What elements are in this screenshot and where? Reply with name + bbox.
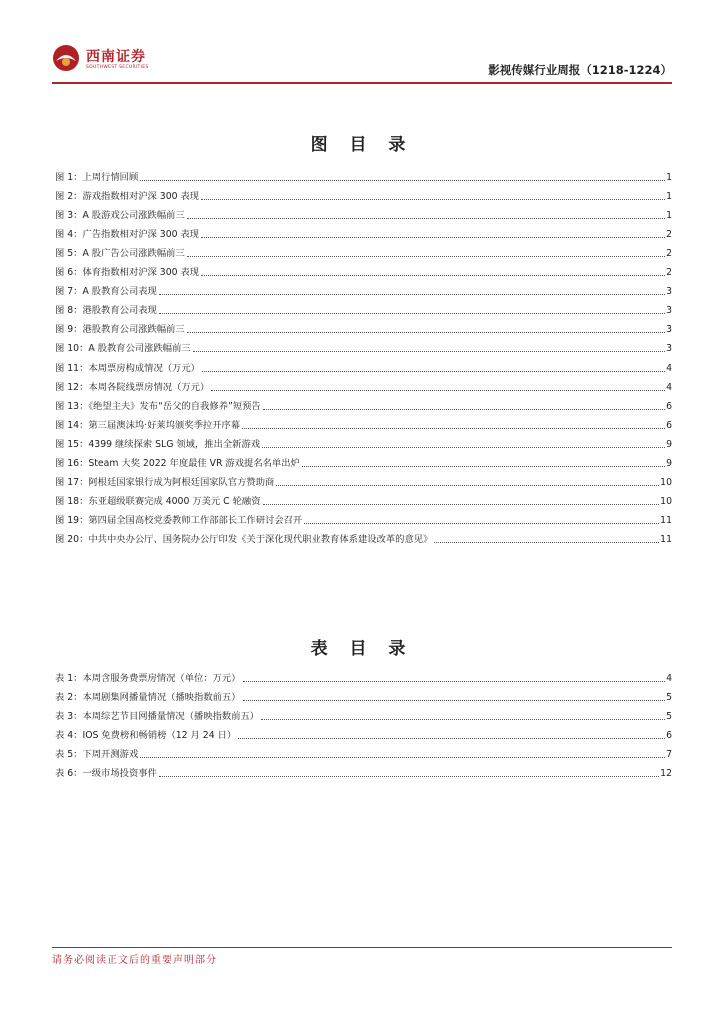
header-divider [52, 82, 672, 84]
toc-entry-label: 图 19：第四届全国高校党委教师工作部部长工作研讨会召开 [55, 514, 303, 526]
toc-dot-leader [187, 218, 665, 219]
toc-entry-label: 图 16：Steam 大奖 2022 年度最佳 VR 游戏提名名单出炉 [55, 457, 300, 469]
toc-dot-leader [193, 351, 665, 352]
toc-entry[interactable] [55, 432, 672, 451]
toc-entry[interactable] [55, 394, 672, 413]
toc-entry[interactable] [55, 298, 672, 317]
toc-entry-label: 表 6：一级市场投资事件 [55, 768, 157, 780]
toc-dot-leader [262, 447, 665, 448]
toc-entry-page: 11 [660, 514, 672, 526]
toc-entry-label: 图 2：游戏指数相对沪深 300 表现 [55, 191, 200, 203]
figure-list [55, 165, 672, 546]
toc-entry-label: 图 3：A 股游戏公司涨跌幅前三 [55, 210, 185, 222]
footer-divider [52, 947, 672, 948]
toc-dot-leader [242, 428, 665, 429]
toc-entry-label: 图 7：A 股教育公司表现 [55, 286, 157, 298]
logo-mark-icon [52, 44, 80, 72]
toc-dot-leader [159, 313, 665, 314]
toc-entry-page: 4 [666, 362, 672, 374]
toc-entry-page: 5 [666, 711, 672, 723]
toc-entry[interactable] [55, 470, 672, 489]
toc-entry[interactable] [55, 165, 672, 184]
toc-dot-leader [243, 681, 666, 682]
toc-entry[interactable] [55, 413, 672, 432]
toc-entry[interactable] [55, 203, 672, 222]
toc-entry[interactable] [55, 184, 672, 203]
toc-entry-label: 图 20：中共中央办公厅、国务院办公厅印发《关于深化现代职业教育体系建设改革的意见》 [55, 533, 433, 545]
toc-entry-page: 1 [666, 172, 672, 184]
toc-entry-label: 图 9：港股教育公司涨跌幅前三 [55, 324, 185, 336]
toc-entry[interactable] [55, 241, 672, 260]
toc-dot-leader [243, 700, 666, 701]
toc-dot-leader [187, 256, 665, 257]
toc-dot-leader [187, 332, 665, 333]
toc-dot-leader [140, 180, 665, 181]
toc-entry-page: 11 [660, 533, 672, 545]
toc-entry-page: 3 [666, 324, 672, 336]
toc-entry-label: 图 11：本周票房构成情况（万元） [55, 362, 200, 374]
toc-entry-label: 图 4：广告指数相对沪深 300 表现 [55, 229, 200, 241]
toc-entry[interactable] [55, 666, 672, 685]
toc-dot-leader [263, 409, 665, 410]
toc-entry[interactable] [55, 704, 672, 723]
toc-entry-page: 3 [666, 305, 672, 317]
toc-entry-label: 图 1：上周行情回顾 [55, 172, 139, 184]
toc-entry-page: 3 [666, 286, 672, 298]
toc-entry-label: 表 2：本周剧集网播量情况（播映指数前五） [55, 692, 241, 704]
toc-entry-page: 9 [666, 438, 672, 450]
toc-dot-leader [304, 523, 659, 524]
toc-dot-leader [434, 542, 659, 543]
toc-entry[interactable] [55, 761, 672, 780]
toc-entry-label: 图 6：体育指数相对沪深 300 表现 [55, 267, 200, 279]
toc-entry-page: 4 [666, 673, 672, 685]
toc-dot-leader [159, 776, 659, 777]
toc-entry[interactable] [55, 336, 672, 355]
toc-entry-page: 6 [666, 400, 672, 412]
toc-entry-label: 图 14：第三届澳沫坞·好莱坞颁奖季拉开序幕 [55, 419, 241, 431]
toc-entry-page: 4 [666, 381, 672, 393]
toc-entry-label: 表 3：本周综艺节目网播量情况（播映指数前五） [55, 711, 260, 723]
figure-list-title: 图 目 录 [310, 135, 414, 155]
toc-entry[interactable] [55, 260, 672, 279]
toc-entry[interactable] [55, 685, 672, 704]
toc-entry[interactable] [55, 489, 672, 508]
toc-dot-leader [159, 294, 665, 295]
toc-entry[interactable] [55, 508, 672, 527]
toc-entry-label: 图 15：4399 继续探索 SLG 领域，推出全新游戏 [55, 438, 261, 450]
table-list-title: 表 目 录 [310, 639, 414, 659]
toc-entry-page: 12 [660, 768, 672, 780]
table-list [55, 666, 672, 780]
toc-entry-label: 表 4：IOS 免费榜和畅销榜（12 月 24 日） [55, 730, 237, 742]
toc-dot-leader [140, 757, 665, 758]
toc-entry-page: 2 [666, 248, 672, 260]
toc-entry-page: 2 [666, 267, 672, 279]
toc-entry-label: 图 13：《绝望主夫》发布“岳父的自我修养”短预告 [55, 400, 261, 412]
logo-english-name: SOUTHWEST SECURITIES [86, 65, 149, 70]
toc-entry[interactable] [55, 451, 672, 470]
disclaimer-text: 请务必阅读正文后的重要声明部分 [52, 955, 217, 966]
toc-entry[interactable] [55, 723, 672, 742]
toc-entry[interactable] [55, 355, 672, 374]
toc-entry-page: 9 [666, 457, 672, 469]
toc-dot-leader [261, 719, 665, 720]
toc-entry-page: 10 [660, 476, 672, 488]
toc-entry[interactable] [55, 527, 672, 546]
toc-entry-page: 3 [666, 343, 672, 355]
toc-dot-leader [238, 738, 665, 739]
toc-entry[interactable] [55, 375, 672, 394]
toc-entry-label: 图 17：阿根廷国家银行成为阿根廷国家队官方赞助商 [55, 476, 275, 488]
toc-dot-leader [201, 275, 665, 276]
toc-entry[interactable] [55, 742, 672, 761]
toc-dot-leader [201, 199, 665, 200]
toc-entry-page: 10 [660, 495, 672, 507]
toc-entry-page: 1 [666, 210, 672, 222]
toc-entry-label: 图 5：A 股广告公司涨跌幅前三 [55, 248, 185, 260]
page-header [52, 40, 672, 84]
toc-entry[interactable] [55, 222, 672, 241]
toc-dot-leader [263, 504, 660, 505]
toc-entry-label: 表 5：下周开测游戏 [55, 749, 139, 761]
toc-entry-page: 2 [666, 229, 672, 241]
toc-entry-label: 图 10：A 股教育公司涨跌幅前三 [55, 343, 191, 355]
toc-entry-page: 6 [666, 419, 672, 431]
toc-entry-page: 6 [666, 730, 672, 742]
logo-chinese-name: 西南证券 [86, 49, 146, 65]
toc-entry-label: 图 18：东亚超级联赛完成 4000 万美元 C 轮融资 [55, 495, 261, 507]
toc-dot-leader [211, 390, 665, 391]
toc-dot-leader [201, 237, 665, 238]
toc-entry-label: 图 12：本周各院线票房情况（万元） [55, 381, 210, 393]
company-logo [52, 42, 192, 76]
toc-dot-leader [276, 485, 659, 486]
toc-entry-page: 1 [666, 191, 672, 203]
report-title: 影视传媒行业周报（1218-1224） [488, 63, 672, 77]
toc-entry-label: 表 1：本周含服务费票房情况（单位：万元） [55, 673, 241, 685]
toc-entry-page: 5 [666, 692, 672, 704]
toc-entry-label: 图 8：港股教育公司表现 [55, 305, 157, 317]
toc-entry-page: 7 [666, 749, 672, 761]
toc-dot-leader [302, 466, 665, 467]
toc-entry[interactable] [55, 279, 672, 298]
toc-dot-leader [202, 371, 665, 372]
toc-entry[interactable] [55, 317, 672, 336]
